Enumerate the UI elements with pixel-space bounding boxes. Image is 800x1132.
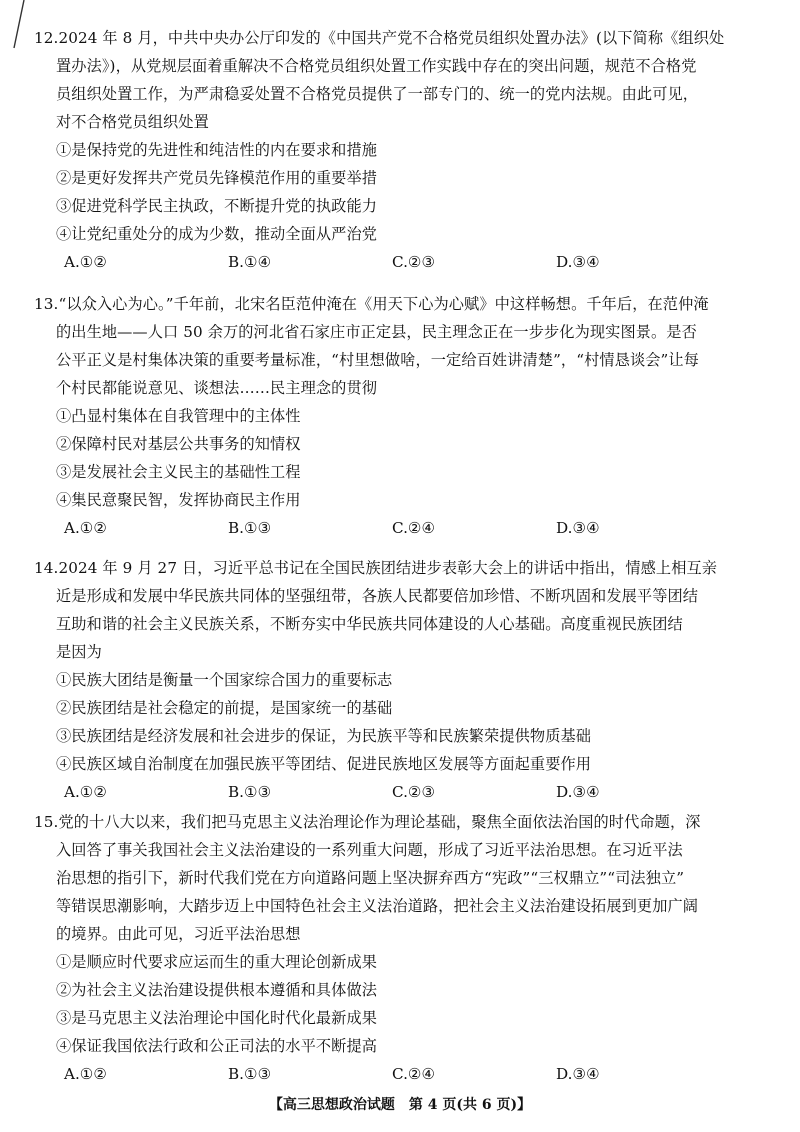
option-a: A.①② xyxy=(64,783,108,801)
stem-line: 15.党的十八大以来，我们把马克思主义法治理论作为理论基础，聚焦全面依法治国的时代命题，深 xyxy=(34,813,701,831)
answer-options xyxy=(34,514,774,542)
option-b: B.①④ xyxy=(228,253,272,271)
stem-line: 近是形成和发展中华民族共同体的坚强纽带，各族人民都要倍加珍惜、不断巩固和发展平等团结 xyxy=(56,587,699,605)
stem-line: 13.“以众入心为心。”千年前，北宋名臣范仲淹在《用天下心为心赋》中这样畅想。千年后，在范仲淹 xyxy=(34,295,709,313)
stem-line: 的境界。由此可见，习近平法治思想 xyxy=(56,925,301,943)
stem-line: 互助和谐的社会主义民族关系，不断夯实中华民族共同体建设的人心基础。高度重视民族团结 xyxy=(56,615,683,633)
statement: ②是更好发挥共产党员先锋模范作用的重要举措 xyxy=(56,169,378,187)
option-d: D.③④ xyxy=(556,519,600,537)
option-a: A.①② xyxy=(64,1065,108,1083)
statement: ①民族大团结是衡量一个国家综合国力的重要标志 xyxy=(56,671,393,689)
question-14 xyxy=(34,554,774,806)
statement: ②民族团结是社会稳定的前提，是国家统一的基础 xyxy=(56,699,393,717)
stem-line: 治思想的指引下，新时代我们党在方向道路问题上坚决摒弃西方“宪政”“三权鼎立”“司法独立” xyxy=(56,869,685,887)
statement: ③促进党科学民主执政，不断提升党的执政能力 xyxy=(56,197,378,215)
statement: ④让党纪重处分的成为少数，推动全面从严治党 xyxy=(56,225,378,243)
stem-line: 公平正义是村集体决策的重要考量标准，“村里想做啥，一定给百姓讲清楚”，“村情恳谈会”让每 xyxy=(56,351,699,369)
stem-line: 个村民都能说意见、谈想法……民主理念的贯彻 xyxy=(56,379,378,397)
statement: ①是顺应时代要求应运而生的重大理论创新成果 xyxy=(56,953,378,971)
stem-line: 14.2024 年 9 月 27 日，习近平总书记在全国民族团结进步表彰大会上的讲话中指出，情感上相互亲 xyxy=(34,559,718,577)
scan-edge-mark xyxy=(6,0,28,50)
stem-line: 对不合格党员组织处置 xyxy=(56,113,209,131)
stem-line: 的出生地——人口 50 余万的河北省石家庄市正定县，民主理念正在一步步化为现实图景。是否 xyxy=(56,323,697,341)
statement: ②保障村民对基层公共事务的知情权 xyxy=(56,435,301,453)
option-c: C.②③ xyxy=(392,783,436,801)
answer-options xyxy=(34,248,774,276)
question-12 xyxy=(34,24,774,276)
statement: ②为社会主义法治建设提供根本遵循和具体做法 xyxy=(56,981,378,999)
stem-line: 入回答了事关我国社会主义法治建设的一系列重大问题，形成了习近平法治思想。在习近平法 xyxy=(56,841,683,859)
statement: ①凸显村集体在自我管理中的主体性 xyxy=(56,407,301,425)
statement: ④保证我国依法行政和公正司法的水平不断提高 xyxy=(56,1037,378,1055)
option-c: C.②③ xyxy=(392,253,436,271)
statement: ④民族区域自治制度在加强民族平等团结、促进民族地区发展等方面起重要作用 xyxy=(56,755,592,773)
option-d: D.③④ xyxy=(556,253,600,271)
option-b: B.①③ xyxy=(228,519,272,537)
statement: ③是马克思主义法治理论中国化时代化最新成果 xyxy=(56,1009,378,1027)
option-c: C.②④ xyxy=(392,1065,436,1083)
stem-line: 置办法》)，从党规层面着重解决不合格党员组织处置工作实践中存在的突出问题，规范不合格党 xyxy=(56,57,697,75)
question-13 xyxy=(34,290,774,542)
option-c: C.②④ xyxy=(392,519,436,537)
option-b: B.①③ xyxy=(228,1065,272,1083)
option-a: A.①② xyxy=(64,519,108,537)
stem-line: 12.2024 年 8 月，中共中央办公厅印发的《中国共产党不合格党员组织处置办法》(以下简称《组织处 xyxy=(34,29,725,47)
statement: ①是保持党的先进性和纯洁性的内在要求和措施 xyxy=(56,141,378,159)
stem-line: 是因为 xyxy=(56,643,102,661)
option-b: B.①③ xyxy=(228,783,272,801)
option-d: D.③④ xyxy=(556,1065,600,1083)
statement: ③民族团结是经济发展和社会进步的保证，为民族平等和民族繁荣提供物质基础 xyxy=(56,727,592,745)
statement: ③是发展社会主义民主的基础性工程 xyxy=(56,463,301,481)
option-a: A.①② xyxy=(64,253,108,271)
stem-line: 等错误思潮影响，大踏步迈上中国特色社会主义法治道路，把社会主义法治建设拓展到更加广阔 xyxy=(56,897,699,915)
question-15 xyxy=(34,808,774,1088)
statement: ④集民意聚民智，发挥协商民主作用 xyxy=(56,491,301,509)
answer-options xyxy=(34,778,774,806)
stem-line: 员组织处置工作，为严肃稳妥处置不合格党员提供了一部专门的、统一的党内法规。由此可见， xyxy=(56,85,699,103)
page-footer: 【高三思想政治试题 第 4 页(共 6 页)】 xyxy=(268,1097,532,1113)
option-d: D.③④ xyxy=(556,783,600,801)
answer-options xyxy=(34,1060,774,1088)
